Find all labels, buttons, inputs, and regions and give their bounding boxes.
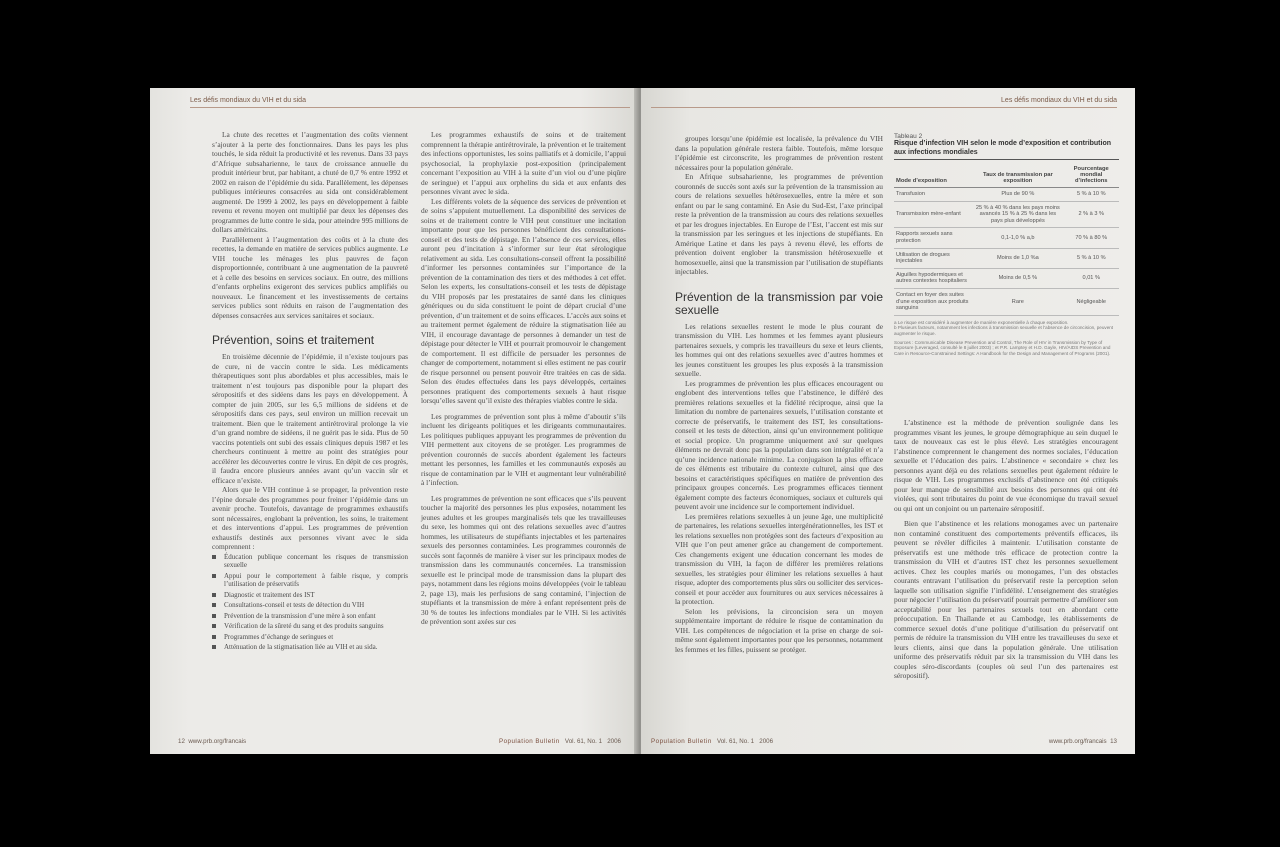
bullet-square-icon <box>212 645 216 649</box>
paragraph: En Afrique subsaharienne, les programmes de prévention couronnés de succès sont axés sur la prévention de la transmission au cours de relations sexuelles hétérosexuelles, entre la mère et son enfant ou par le sang contaminé. En Asie du Sud-Est, l’axe principal reste la prévention de la transmission au cours des relations sexuelles et par les drogues injectables. En Europe de l’Est, l’accent est mis sur la transmission par les seringues et les injections de stupéfiants. En Amérique Latine et dans les pays à revenu élevé, les efforts de prévention doivent englober la transmission hétérosexuelle et homosexuelle, ainsi que la transmission par l’utilisation de stupéfiants injectables. <box>675 172 883 276</box>
page-number: 12 <box>178 738 185 745</box>
left-page <box>150 88 639 754</box>
table-cell: Moins de 1,0 %a <box>972 248 1063 268</box>
table-cell: Contact en foyer des suites d’une exposition aux produits sanguins <box>894 288 972 315</box>
paragraph: Alors que le VIH continue à se propager, la prévention reste l’épine dorsale des programmes pour freiner l’épidémie dans un avenir proche. Toutefois, davantage de programmes exhaustifs sont nécessaires, englobant la prévention, les soins, le traitement et des interventions d’appui. Les programmes de prévention exhaustifs destinés aux personnes vivant avec le sida comprennent : <box>212 485 408 551</box>
table-header-row <box>894 160 1119 188</box>
table-cell: Plus de 90 % <box>972 188 1063 202</box>
publication-name: Population Bulletin <box>651 738 712 745</box>
right-column-2 <box>894 418 1118 681</box>
bullet-square-icon <box>212 635 216 639</box>
page-number: 13 <box>1110 738 1117 745</box>
table-cell: Rare <box>972 288 1063 315</box>
paragraph: L’abstinence est la méthode de prévention soulignée dans les programmes visant les jeunes, le groupe démographique au sein duquel le taux de nouveaux cas est le plus élevé. Les stratégies encouragent l’abstinence comprennent le changement des normes sociales, l’éducation sexuelle et l’éducation des pairs. L’abstinence « secondaire » chez les personnes ayant déjà eu des relations sexuelles peut également réduire le risque de VIH. Les programmes exclusifs d’abstinence ont été critiqués pour leur manque de sensibilité aux besoins des personnes qui ont été violées, qui sont tributaires du point de vue économique du travail sexuel ou qui ont un conjoint ou un partenaire séropositif. <box>894 418 1118 513</box>
table-cell: 25 % à 40 % dans les pays moins avancés 15 % à 25 % dans les pays plus développés <box>972 201 1063 228</box>
header-rule-left <box>190 107 630 108</box>
paragraph: Les premières relations sexuelles à un jeune âge, une multiplicité de partenaires, les relations sexuelles intergénérationnelles, les IST et les relations sexuelles non protégées sont des facteurs d’exposition au VIH que l’on peut amener grâce au changement de comportement. Ces changements exigent une éducation concernant les modes de transmission du VIH, la façon de différer les premières relations sexuelles, les stratégies pour éliminer les relations sexuelles à haut risque, adopter des comportements plus sûrs ou solliciter des services-conseil et pour accéder aux fournitures ou aux services nécessaires à la protection. <box>675 511 883 606</box>
header-rule-right <box>651 107 1117 108</box>
volume: Vol. 61, No. 1 <box>716 738 755 745</box>
paragraph: En troisième décennie de l’épidémie, il n’existe toujours pas de cure, ni de vaccin contre le sida. Les médicaments thérapeutiques sont plus abordables et plus accessibles, mais le traitement n’est toujours pas disponible pour la plupart des séropositifs et des sidéens dans les pays en développement. À compter de juin 2005, sur les 6,5 millions de sidéens et de séropositifs dans ces pays, seul environ un million recevait un traitement. Bien que le traitement antirétroviral prolonge la vie d’un grand nombre de sidéens, il ne guérit pas le sida. Plus de 50 vaccins potentiels ont subi des essais cliniques depuis 1987 et les chercheurs continuent à mettre au point des stratégies pour accélérer les découvertes contre le virus. En dépit de ces progrès, il faudra encore plusieurs années avant qu’un vaccin sûr et efficace n’existe. <box>212 352 408 485</box>
paragraph: La chute des recettes et l’augmentation des coûts viennent s’ajouter à la perte des fonctionnaires. Dans les pays les plus touchés, le sida réduit la productivité et les revenus. Dans 33 pays d’Afrique subsaharienne, le taux de croissance annuelle du produit intérieur brut, par habitant, a chuté de 0,7 % entre 1992 et 2002 en raison de l’épidémie du sida. Parallèlement, les dépenses publiques intérieures consacrées au sida ont considérablement augmenté. De 1999 à 2002, les pays en développement à faible revenu et revenu moyen ont multiplié par deux les dépenses des programmes de lutte contre le sida, pour atteindre 995 millions de dollars américains. <box>212 130 408 234</box>
paragraph: groupes lorsqu’une épidémie est localisée, la prévalence du VIH dans la population générale restera faible. Toutefois, même lorsque l’épidémie est circonscrite, les programmes de prévention restent nécessaires pour la population générale. <box>675 134 883 172</box>
table-cell: Aiguilles hypodermiques et autres contextes hospitaliers <box>894 268 972 288</box>
footer-right <box>1049 738 1117 745</box>
table-cell: 5 % à 10 % <box>1063 248 1119 268</box>
section-heading: Prévention de la transmission par voie sexuelle <box>675 289 883 317</box>
year: 2006 <box>607 738 621 745</box>
bullet-square-icon <box>212 603 216 607</box>
paragraph: Les différents volets de la séquence des services de prévention et de soins s’appuient mutuellement. La disponibilité des services de soins et de traitement contre le VIH peut constituer une incitation importante pour que les personnes bénéficient des consultations-conseil et des tests de dépistage. En l’absence de ces services, elles auront peu d’incitation à s’informer sur leur état sérologique relativement au sida. Les consultations-conseil offrent la possibilité d’informer les personnes contaminées sur l’importance de la prévention de la contamination des tiers et des méthodes à cet effet. Selon les experts, les consultations-conseil et les tests de dépistage du VIH proposés par les prestataires de santé dans les cliniques génériques ou du sida constituent le point de départ crucial d’une prévention, d’un traitement et de soins efficaces. L’accès aux soins et au traitement permet également de réduire la stigmatisation liée au VIH, il encourage davantage de personnes à demander un test de dépistage pour détecter le VIH et pourrait promouvoir le changement de comportement. Il est difficile de persuader les personnes de changer de comportement, notamment si elles estiment ne pas courir de risque personnel ou pensent pouvoir être traitées en cas de sida. Selon des études effectuées dans les pays développés, certaines personnes pratiquent des comportements sexuels à haut risque lorsqu’elles savent qu’il existe des thérapies viables contre le sida. <box>421 196 626 405</box>
paragraph: Les programmes de prévention ne sont efficaces que s’ils peuvent toucher la majorité des personnes les plus exposées, notamment les jeunes adultes et les groupes marginalisés tels que les travailleuses du sexe, les hommes qui ont des relations sexuelles avec d’autres hommes, les utilisateurs de stupéfiants injectables et les partenaires sexuels des personnes contaminées. Les programmes couronnés de succès sont façonnés de manière à viser sur les principaux modes de transmission dans les communautés concernées. La transmission sexuelle est le principal mode de transmission dans la plupart des pays, notamment dans les régions moins développées (voir le tableau 2, page 13), mais les perfusions de sang contaminé, l’injection de stupéfiants et la transmission de mère à enfant représentent près de 30 % de toutes les infections mondiales par le VIH. Si les activités de prévention sont axées sur ces <box>421 493 626 626</box>
table-2 <box>894 133 1119 356</box>
paragraph: Les programmes exhaustifs de soins et de traitement comprennent la thérapie antirétrovirale, la prévention et le traitement des infections opportunistes, les soins palliatifs et à domicile, l’appui psychosocial, la prophylaxie post-exposition (principalement concernant l’exposition au VIH à la suite d’un viol ou d’une piqûre de seringue) et l’appui aux orphelins du sida et aux enfants des personnes vivant avec le sida. <box>421 130 626 196</box>
paragraph: Bien que l’abstinence et les relations monogames avec un partenaire non contaminé constituent des comportements préventifs efficaces, ils peuvent se révéler difficiles à maintenir. L’utilisation constante de préservatifs est une méthode très efficace de protection contre la transmission du VIH et d’autres IST chez les personnes sexuellement actives. Chez les couples mariés ou monogames, l’un des obstacles courants entravant l’utilisation du préservatif reste la perception selon laquelle son utilisation signifie l’infidélité. L’enseignement des stratégies pour négocier l’utilisation du préservatif pourrait permettre d’améliorer son acceptabilité pour les partenaires sexuels tout en abordant cette préoccupation. En Thaïlande et au Cambodge, les établissements de commerce sexuel dotés d’une politique d’utilisation du préservatif ont permis de réduire la transmission du VIH entre les travailleuses du sexe et leurs clients, ainsi que dans la population générale. Une utilisation uniforme des préservatifs réduit par six la transmission du VIH dans les couples séro-discordants (couples où seul l’un des partenaires est séropositif). <box>894 519 1118 680</box>
table-notes <box>894 320 1119 357</box>
table-cell: Moins de 0,5 % <box>972 268 1063 288</box>
table-row <box>894 288 1119 315</box>
running-head-left: Les défis mondiaux du VIH et du sida <box>190 97 306 104</box>
section-heading: Prévention, soins et traitement <box>212 333 375 347</box>
paragraph: Selon les prévisions, la circoncision sera un moyen supplémentaire important de réduire le risque de contamination du VIH. Les compétences de négociation et la prise en charge de soi-même sont également importantes pour que les personnes, notamment les femmes et les filles, puissent se protéger. <box>675 606 883 654</box>
list-item: Vérification de la sûreté du sang et des produits sanguins <box>212 622 408 631</box>
bullet-square-icon <box>212 574 216 578</box>
bullet-square-icon <box>212 593 216 597</box>
list-item: Éducation publique concernant les risques de transmission sexuelle <box>212 553 408 570</box>
table-note: a Le risque est considéré à augmenter de manière exponentielle à chaque exposition. <box>894 319 1069 325</box>
paragraph: Parallèlement à l’augmentation des coûts et à la chute des recettes, la demande en matière de services publics augmente. Le VIH touche les ménages les plus pauvres de façon disproportionnée, contribuant à une augmentation de la pauvreté et à celle des besoins en services sociaux. En outre, des millions d’enfants orphelins exigeront des services publics amplifiés ou nouveaux. Le financement et les investissements de certains services publics sont réduits en raison de l’augmentation des dépenses consacrées aux services sanitaires et sociaux. <box>212 234 408 320</box>
table-cell: Utilisation de drogues injectables <box>894 248 972 268</box>
table-cell: Transmission mère-enfant <box>894 201 972 228</box>
table-cell: 2 % à 3 % <box>1063 201 1119 228</box>
data-table <box>894 160 1119 316</box>
left-column-1 <box>212 130 408 654</box>
list-item: Appui pour le comportement à faible risque, y compris l’utilisation de préservatifs <box>212 572 408 589</box>
table-row <box>894 228 1119 248</box>
footer-url: www.prb.org/francais <box>1048 738 1107 745</box>
year: 2006 <box>759 738 774 745</box>
table-cell: 0,1-1,0 % a,b <box>972 228 1063 248</box>
table-cell: 70 % à 80 % <box>1063 228 1119 248</box>
bullet-square-icon <box>212 555 216 559</box>
list-item: Atténuation de la stigmatisation liée au VIH et au sida. <box>212 643 408 652</box>
table-row <box>894 188 1119 202</box>
table-label: Tableau 2 <box>894 133 923 140</box>
table-cell: Rapports sexuels sans protection <box>894 228 972 248</box>
list-item: Diagnostic et traitement des IST <box>212 591 408 600</box>
list-item: Programmes d’échange de seringues et <box>212 633 408 642</box>
right-page <box>641 88 1135 754</box>
paragraph: Les relations sexuelles restent le mode le plus courant de transmission du VIH. Les hommes et les femmes ayant plusieurs partenaires sexuels, y compris les travailleurs du sexe et leurs clients, les hommes qui ont des relations sexuelles avec d’autres hommes et les jeunes constituent les groupes les plus exposés à la transmission sexuelle. <box>675 321 883 378</box>
table-row <box>894 248 1119 268</box>
table-cell: Transfusion <box>894 188 972 202</box>
bullet-list <box>212 553 408 652</box>
table-title: Risque d’infection VIH selon le mode d’exposition et contribution aux infections mondiales <box>894 140 1119 160</box>
volume: Vol. 61, No. 1 <box>564 738 603 745</box>
column-header: Taux de transmission par exposition <box>972 160 1063 188</box>
left-column-2 <box>421 130 626 627</box>
table-row <box>894 268 1119 288</box>
list-item: Prévention de la transmission d’une mère à son enfant <box>212 612 408 621</box>
bullet-square-icon <box>212 614 216 618</box>
column-header: Mode d’exposition <box>894 160 972 188</box>
footer-right-pub <box>651 738 773 745</box>
right-column-1 <box>675 134 883 654</box>
publication-name: Population Bulletin <box>498 738 560 745</box>
table-note: b Plusieurs facteurs, notamment les infections à transmission sexuelle et l’absence de circoncision, peuvent augmenter le risque. <box>894 325 1114 336</box>
footer-left <box>178 738 246 745</box>
column-header: Pourcentage mondial d’infections <box>1063 160 1119 188</box>
list-item: Consultations-conseil et tests de détection du VIH <box>212 601 408 610</box>
table-cell: Négligeable <box>1063 288 1119 315</box>
table-cell: 0,01 % <box>1063 268 1119 288</box>
table-cell: 5 % à 10 % <box>1063 188 1119 202</box>
paragraph: Les programmes de prévention sont plus à même d’aboutir s’ils incluent les dirigeants politiques et les dirigeants communautaires. Les politiques publiques appuyant les programmes de prévention du VIH permettent aux citoyens de se protéger. Les programmes de prévention couronnés de succès abordent également les facteurs mettant les personnes, les familles et les communautés exposés au risque de contamination par le VIH et augmentant leur vulnérabilité à l’infection. <box>421 411 626 487</box>
footer-url: www.prb.org/francais <box>188 738 247 745</box>
paragraph: Les programmes de prévention les plus efficaces encouragent ou englobent des interventions telles que l’abstinence, le différé des premières relations sexuelles et la fidélité réciproque, ainsi que la limitation du nombre de partenaires sexuels, l’utilisation constante et correcte de préservatifs, le traitement des IST, les consultations-conseil et les tests de détection, ainsi qu’un environnement politique et social propice. Un programme uniquement axé sur quelques éléments ne devrait donc pas la population dans son intégralité et n’a qu’une incidence nationale minime. La conjugaison la plus efficace de ces éléments est tributaire du contexte culturel, ainsi que des besoins et caractéristiques spécifiques en matière de prévention des principaux groupes concernés. Les programmes efficaces tiennent également compte des facteurs économiques, sociaux et culturels qui peuvent avoir une incidence sur le comportement individuel. <box>675 378 883 511</box>
bullet-square-icon <box>212 624 216 628</box>
running-head-right: Les défis mondiaux du VIH et du sida <box>1001 97 1117 104</box>
footer-left-pub <box>499 738 621 745</box>
table-row <box>894 201 1119 228</box>
table-sources: Sources : Communicable Disease Prevention and Control, The Role of HIV in Transmission by Type of Exposure (Leveraged, consulté le 8 juillet 2003) ; et P.R. Lamptey et H.D. Gayle, HIV/AIDS Prevention and Care in Resource-Constrained Settings: A Handbook for the Design and Management of Programs (2001). <box>894 339 1111 356</box>
